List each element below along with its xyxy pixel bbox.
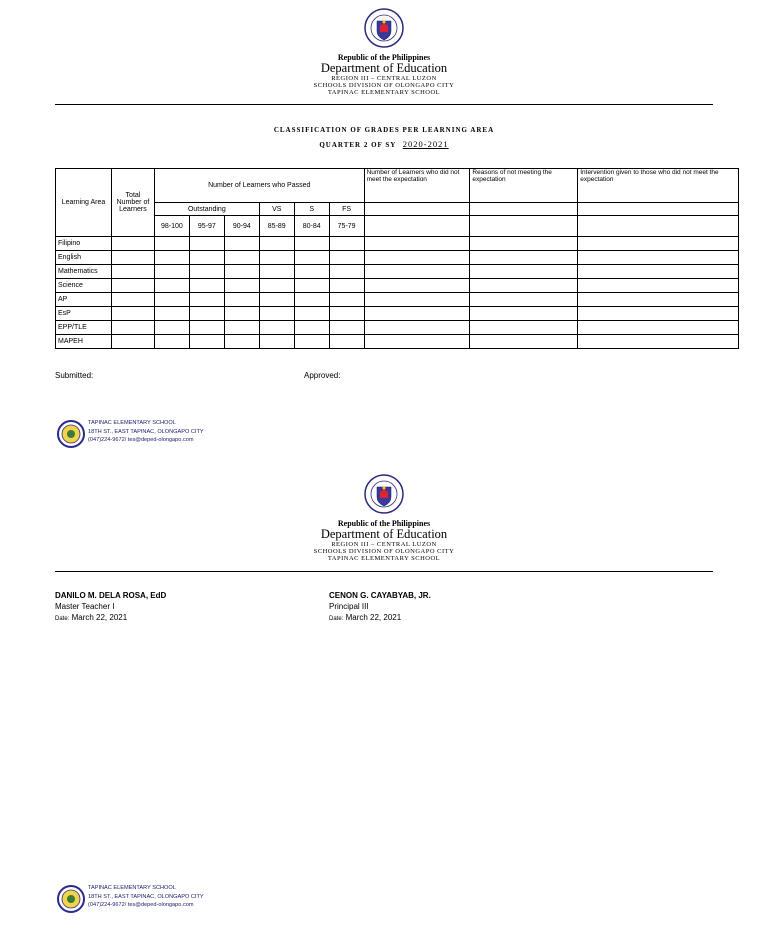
header-s: S	[294, 203, 329, 216]
subject-cell: Filipino	[56, 237, 112, 251]
header-school: TAPINAC ELEMENTARY SCHOOL	[327, 555, 441, 562]
header-outstanding: Outstanding	[154, 203, 259, 216]
document-title: CLASSIFICATION OF GRADES PER LEARNING AREA	[273, 126, 495, 134]
school-logo-icon	[57, 885, 85, 913]
header-region: REGION III – CENTRAL LUZON	[331, 75, 437, 82]
table-cell	[470, 216, 578, 237]
footer-contact: (047)224-9672/ tes@deped-olongapo.com	[88, 437, 194, 443]
subject-cell: EsP	[56, 307, 112, 321]
table-row	[56, 307, 739, 321]
table-row	[56, 321, 739, 335]
signatory-2	[329, 591, 431, 622]
range-cell: 80-84	[294, 216, 329, 237]
header-department: Department of Education	[320, 61, 448, 75]
footer-school: TAPINAC ELEMENTARY SCHOOL	[88, 885, 176, 891]
grades-table	[55, 168, 739, 349]
range-cell: 75-79	[329, 216, 364, 237]
header-learners-passed: Number of Learners who Passed	[154, 169, 364, 203]
footer-address: 18TH ST., EAST TAPINAC, OLONGAPO CITY	[88, 428, 204, 435]
table-cell	[364, 203, 470, 216]
header-vs: VS	[259, 203, 294, 216]
school-logo-icon	[57, 420, 85, 448]
approved-label: Approved:	[304, 371, 341, 380]
subject-cell: English	[56, 251, 112, 265]
school-year: 2020-2021	[402, 139, 449, 149]
header-department: Department of Education	[320, 527, 448, 541]
header-divider	[55, 571, 713, 572]
signatory-date: March 22, 2021	[71, 613, 128, 622]
signatory-name: DANILO M. DELA ROSA, EdD	[55, 591, 167, 600]
signatory-name: CENON G. CAYABYAB, JR.	[329, 591, 431, 600]
table-row	[56, 251, 739, 265]
signatory-date: March 22, 2021	[345, 613, 402, 622]
table-cell	[470, 203, 578, 216]
quarter-label: QUARTER 2 OF SY	[319, 141, 397, 149]
table-row	[56, 265, 739, 279]
submitted-label: Submitted:	[55, 371, 94, 380]
header-fs: FS	[329, 203, 364, 216]
footer-contact: (047)224-9672/ tes@deped-olongapo.com	[88, 902, 194, 908]
table-cell	[578, 216, 739, 237]
footer-school: TAPINAC ELEMENTARY SCHOOL	[88, 420, 176, 426]
subject-cell: MAPEH	[56, 335, 112, 349]
table-row	[56, 279, 739, 293]
footer-block	[88, 419, 204, 445]
subject-cell: Science	[56, 279, 112, 293]
footer-block	[88, 884, 204, 910]
footer-address: 18TH ST., EAST TAPINAC, OLONGAPO CITY	[88, 893, 204, 900]
header-intervention: Intervention given to those who did not meet the expectation	[578, 169, 739, 203]
header-reasons: Reasons of not meeting the expectation	[470, 169, 578, 203]
header-learning-area: Learning Area	[56, 169, 112, 237]
subject-cell: Mathematics	[56, 265, 112, 279]
header-republic: Republic of the Philippines	[337, 53, 431, 62]
range-cell: 98-100	[154, 216, 189, 237]
subject-cell: EPP/TLE	[56, 321, 112, 335]
table-row	[56, 335, 739, 349]
subject-cell: AP	[56, 293, 112, 307]
deped-seal-icon	[364, 474, 404, 514]
range-cell: 95-97	[189, 216, 224, 237]
header-divider	[55, 104, 713, 105]
signatory-1	[55, 591, 166, 622]
signatory-position: Master Teacher I	[55, 602, 115, 611]
table-row	[56, 237, 739, 251]
header-division: SCHOOLS DIVISION OF OLONGAPO CITY	[313, 82, 455, 89]
table-cell	[364, 216, 470, 237]
header-republic: Republic of the Philippines	[337, 519, 431, 528]
quarter-line	[234, 139, 534, 149]
table-row	[56, 293, 739, 307]
date-label: Date:	[329, 616, 344, 622]
deped-seal-icon	[364, 8, 404, 48]
header-school: TAPINAC ELEMENTARY SCHOOL	[327, 89, 441, 96]
header-region: REGION III – CENTRAL LUZON	[331, 541, 437, 548]
signatory-position: Principal III	[329, 602, 369, 611]
header-not-met: Number of Learners who did not meet the expectation	[364, 169, 470, 203]
range-cell: 85-89	[259, 216, 294, 237]
header-total-learners: Total Number of Learners	[111, 169, 154, 237]
header-division: SCHOOLS DIVISION OF OLONGAPO CITY	[313, 548, 455, 555]
table-cell	[578, 203, 739, 216]
range-cell: 90-94	[224, 216, 259, 237]
date-label: Date:	[55, 616, 70, 622]
